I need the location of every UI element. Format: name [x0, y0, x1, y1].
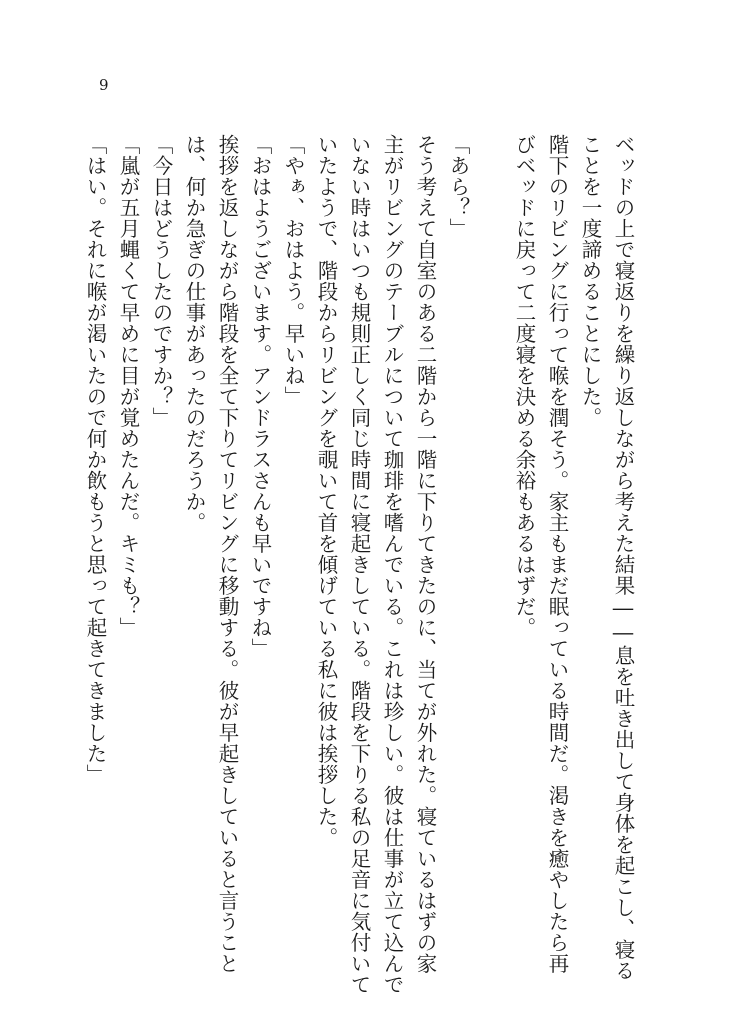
text-line: ベッドの上で寝返りを繰り返しながら考えた結果――息を吐き出して身体を起こし、寝る [611, 134, 635, 981]
text-line: 「今日はどうしたのですか？」 [149, 134, 173, 428]
text-line: ことを一度諦めることにした。 [578, 134, 602, 428]
text-line: びベッドに戻って二度寝を決める余裕もあるはずだ。 [512, 134, 536, 638]
text-line: 階下のリビングに行って喉を潤そう。家主もまだ眠っている時間だ。渇きを癒やしたら再 [545, 134, 569, 974]
text-line: は、何か急ぎの仕事があったのだろうか。 [182, 134, 206, 533]
text-line: 「おはようございます。アンドラスさんも早いですね」 [248, 134, 272, 659]
text-line: 「はい。それに喉が渇いたので何か飲もうと思って起きてきました」 [83, 134, 107, 785]
text-line: 「嵐が五月蝿くて早めに目が覚めたんだ。キミも？」 [116, 134, 140, 638]
page-number: 9 [99, 76, 109, 94]
blank-line [474, 134, 507, 926]
text-line: 挨拶を返しながら階段を全て下りてリビングに移動する。彼が早起きしていると言うこと [215, 134, 239, 974]
vertical-text-body [78, 134, 639, 995]
text-line: 「あら？」 [446, 134, 470, 239]
text-line: そう考えて自室のある二階から一階に下りてきたのに、当てが外れた。寝ているはずの家 [413, 134, 437, 974]
text-line: 「やぁ、おはよう。早いね」 [281, 134, 305, 407]
text-line: いない時はいつも規則正しく同じ時間に寝起きしている。階段を下りる私の足音に気付いて [347, 134, 371, 995]
text-line: いたようで、階段からリビングを覗いて首を傾げている私に彼は挨拶した。 [314, 134, 338, 848]
text-line: 主がリビングのテーブルについて珈琲を嗜んでいる。これは珍しい。彼は仕事が立て込んで [380, 134, 404, 995]
